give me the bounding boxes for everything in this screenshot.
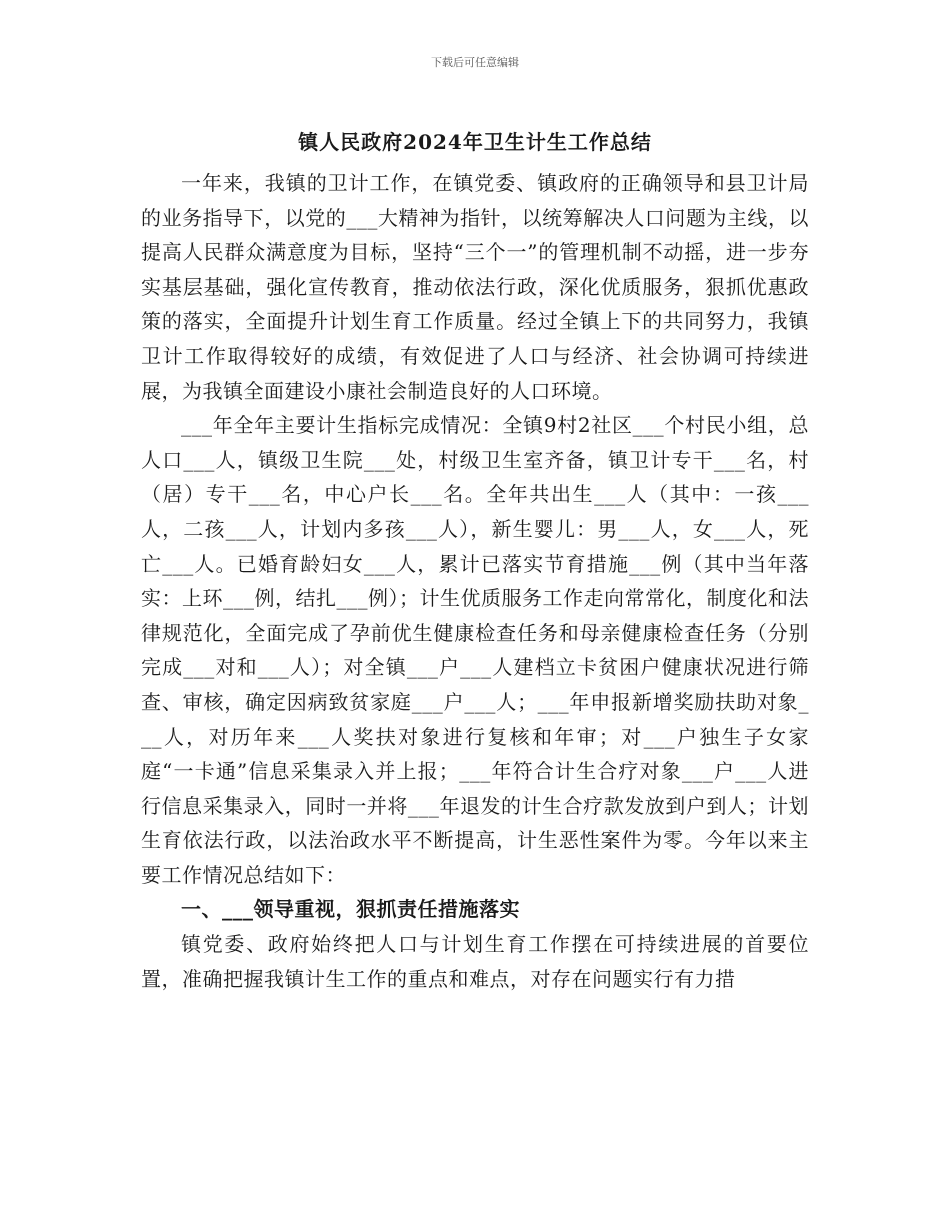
paragraph-indicators: ___年全年主要计生指标完成情况：全镇9村2社区___个村民小组，总人口___人，镇级卫生院___处，村级卫生室齐备，镇卫计专干___名，村（居）专干___名，中心户长___名。全年共出生___人（其中：一孩___人，二孩___人，计划内多孩___人），新生婴儿：男___人，女___人，死亡___人。已婚育龄妇女___人，累计已落实节育措施___例（其中当年落实：上环___例，结扎___例）；计生优质服务工作走向常常化，制度化和法律规范化，全面完成了孕前优生健康检查任务和母亲健康检查任务（分别完成___对和___人）；对全镇___户___人建档立卡贫困户健康状况进行筛查、审核，确定因病致贫家庭___户___人；___年申报新增奖励扶助对象___人，对历年来___人奖扶对象进行复核和年审；对___户独生子女家庭“一卡通”信息采集录入并上报；___年符合计生合疗对象___户___人进行信息采集录入，同时一并将___年退发的计生合疗款发放到户到人；计划生育依法行政，以法治政水平不断提高，计生恶性案件为零。今年以来主要工作情况总结如下： — [141, 413, 809, 887]
section-heading-1: 一、___领导重视，狠抓责任措施落实 — [181, 897, 520, 922]
paragraph-intro: 一年来，我镇的卫计工作，在镇党委、镇政府的正确领导和县卫计局的业务指导下，以党的___大精神为指针，以统筹解决人口问题为主线，以提高人民群众满意度为目标，坚持“三个一”的管理机制不动摇，进一步夯实基层基础，强化宣传教育，推动依法行政，深化优质服务，狠抓优惠政策的落实，全面提升计划生育工作质量。经过全镇上下的共同努力，我镇卫计工作取得较好的成绩，有效促进了人口与经济、社会协调可持续进展，为我镇全面建设小康社会制造良好的人口环境。 — [141, 171, 809, 403]
header-note: 下载后可任意编辑 — [431, 56, 519, 69]
document-body — [141, 166, 809, 996]
document-title: 镇人民政府2024年卫生计生工作总结 — [298, 130, 652, 154]
paragraph-section-1: 镇党委、政府始终把人口与计划生育工作摆在可持续进展的首要位置，准确把握我镇计生工作的重点和难点，对存在问题实行有力措 — [141, 932, 809, 991]
